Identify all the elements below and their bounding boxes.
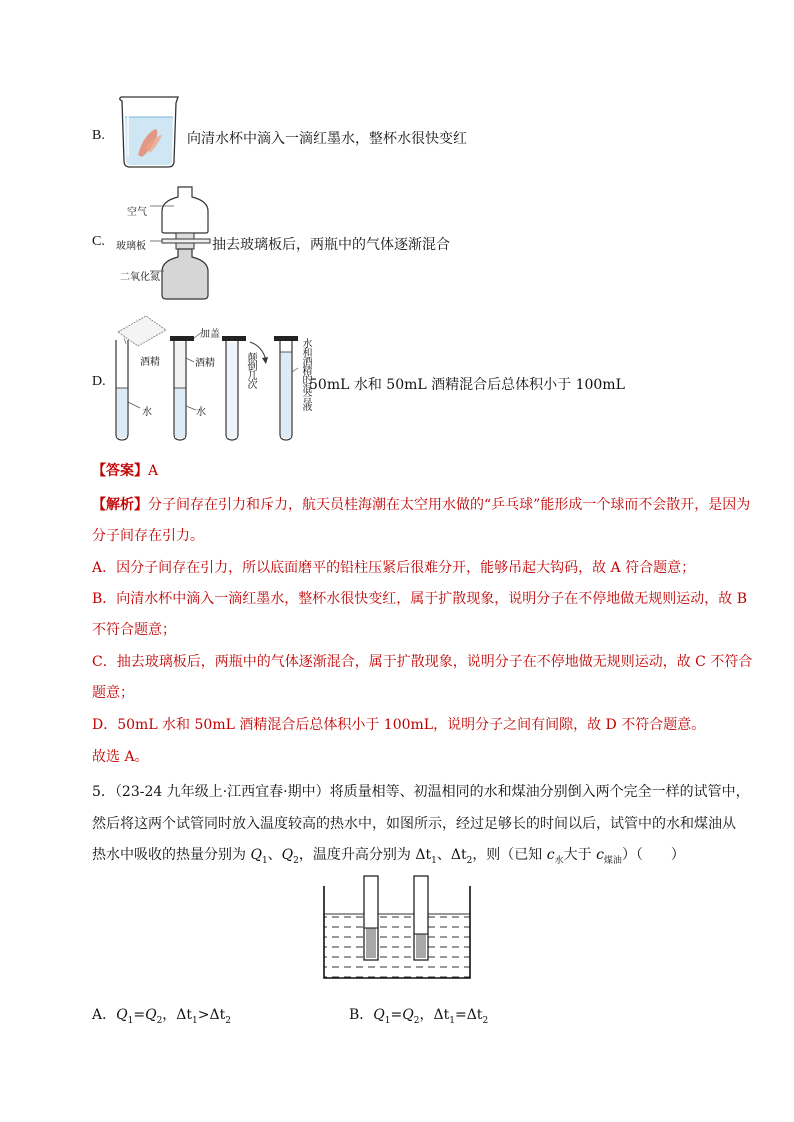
option-d-text: 50mL 水和 50mL 酒精混合后总体积小于 100mL — [309, 377, 625, 393]
label-alcohol-2: 酒精 — [195, 358, 215, 369]
label-water-1: 水 — [142, 407, 152, 418]
label-alcohol-1: 酒精 — [140, 357, 160, 368]
option-c-label: C. — [92, 234, 105, 249]
question-5-line-1 — [92, 782, 750, 802]
label-air: 空气 — [127, 207, 147, 218]
label-cap: 加盖 — [200, 329, 220, 340]
question-source: （23-24 九年级上·江西宜春·期中） — [114, 784, 330, 800]
answer-value: A — [148, 463, 159, 479]
analysis-line-1 — [92, 495, 750, 515]
gas-bottles-illustration — [150, 185, 220, 303]
option-b-text: 向清水杯中滴入一滴红墨水，整杯水很快变红 — [187, 131, 467, 147]
analysis-option-a: A．因分子间存在引力，所以底面磨平的铅柱压紧后很难分开，能够吊起大钩码，故 A 符合题意； — [92, 560, 696, 576]
question-5-line-2: 然后将这两个试管同时放入温度较高的热水中，如图所示，经过足够长的时间以后，试管中的水和煤油从 — [92, 816, 736, 832]
question-5-text-1: 将质量相等、初温相同的水和煤油分别倒入两个完全一样的试管中， — [329, 784, 750, 800]
label-no2: 二氧化氮 — [120, 272, 160, 283]
analysis-conclusion: 故选 A。 — [92, 749, 149, 765]
option-c-text: 抽去玻璃板后，两瓶中的气体逐渐混合 — [212, 237, 450, 253]
label-water-2: 水 — [196, 407, 206, 418]
option-d-label: D. — [92, 374, 106, 389]
choice-a[interactable]: A．$Q_1=Q_2$，$\Delta t_1>\Delta t_2$ — [92, 1007, 231, 1026]
analysis-text-1: 分子间存在引力和斥力，航天员桂海潮在太空用水做的“乒乓球”能形成一个球而不会散开，是因为 — [148, 497, 751, 513]
analysis-option-c-2: 题意； — [92, 685, 134, 701]
analysis-option-d: D．50mL 水和 50mL 酒精混合后总体积小于 100mL，说明分子之间有间隙，故 D 不符合题意。 — [92, 717, 706, 733]
label-mixed-liquid: 水和酒精的混合液 — [300, 338, 311, 410]
label-glass-plate: 玻璃板 — [116, 241, 146, 252]
beaker-red-ink-illustration — [116, 95, 186, 170]
question-number: 5． — [92, 784, 115, 800]
answer-line — [92, 461, 158, 481]
option-b-label: B. — [92, 128, 105, 143]
label-invert-several-times: 颠倒几次 — [245, 352, 256, 388]
analysis-line-2: 分子间存在引力。 — [92, 528, 204, 544]
question-5-line-3: 热水中吸收的热量分别为 $Q_1$、$Q_2$，温度升高分别为 $\Delta t_1$、$\Delta t_2$，则（已知 $c_水$大于 $c_{煤油}$）（ ） — [92, 847, 685, 866]
analysis-option-c-1: C．抽去玻璃板后，两瓶中的气体逐渐混合，属于扩散现象，说明分子在不停地做无规则运动，故 C 不符合 — [92, 654, 753, 670]
choice-b[interactable]: B．$Q_1=Q_2$，$\Delta t_1=\Delta t_2$ — [349, 1007, 489, 1026]
answer-bracket: 【答案】 — [92, 463, 148, 479]
analysis-option-b-1: B．向清水杯中滴入一滴红墨水，整杯水很快变红，属于扩散现象，说明分子在不停地做无规则运动，故 B — [92, 591, 748, 607]
hot-water-test-tubes-diagram — [320, 872, 475, 982]
analysis-option-b-2: 不符合题意； — [92, 622, 176, 638]
analysis-bracket: 【解析】 — [92, 497, 148, 513]
